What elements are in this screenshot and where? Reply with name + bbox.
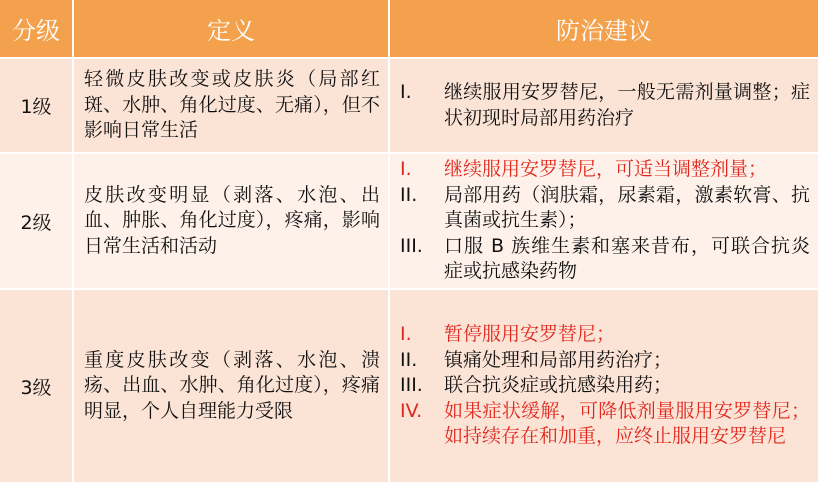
header-definition: 定义	[74, 0, 388, 57]
advice-number: IV.	[400, 399, 423, 422]
advice-text: 口服 B 族维生素和塞来昔布，可联合抗炎症或抗感染药物	[444, 234, 810, 283]
advice-number: I.	[400, 158, 412, 181]
advice-number: III.	[400, 374, 423, 397]
advice-number: I.	[400, 81, 412, 103]
advice-text: 暂停服用安罗替尼；	[444, 323, 616, 346]
row-1-advice	[390, 59, 818, 152]
row-3-grade: 3级	[0, 290, 72, 482]
advice-list	[400, 157, 810, 285]
advice-text: 联合抗炎症或抗感染用药；	[444, 374, 673, 397]
advice-number: III.	[400, 234, 423, 257]
row-2-definition: 皮肤改变明显（剥落、水泡、出血、肿胀、角化过度），疼痛，影响日常生活和活动	[74, 154, 388, 288]
advice-item	[400, 157, 810, 183]
advice-number: I.	[400, 323, 412, 346]
row-2-grade: 2级	[0, 154, 72, 288]
row-1-grade: 1级	[0, 59, 72, 152]
advice-item	[400, 399, 810, 450]
row-3-definition: 重度皮肤改变（剥落、水泡、溃疡、出血、水肿、角化过度），疼痛明显，个人自理能力受限	[74, 290, 388, 482]
advice-text: 如果症状缓解，可降低剂量服用安罗替尼；如持续存在和加重，应终止服用安罗替尼	[444, 399, 810, 448]
advice-text: 镇痛处理和局部用药治疗；	[444, 348, 673, 371]
advice-text: 继续服用安罗替尼，可适当调整剂量；	[444, 158, 768, 181]
advice-list	[400, 322, 810, 450]
header-advice: 防治建议	[390, 0, 818, 57]
row-3-advice	[390, 290, 818, 482]
advice-text: 继续服用安罗替尼，一般无需剂量调整；症状初现时局部用药治疗	[444, 81, 810, 129]
advice-item	[400, 373, 810, 399]
advice-list	[400, 80, 810, 131]
advice-item	[400, 234, 810, 285]
advice-item	[400, 348, 810, 374]
advice-item	[400, 80, 810, 131]
advice-item	[400, 183, 810, 234]
advice-item	[400, 322, 810, 348]
advice-number: II.	[400, 183, 418, 206]
advice-number: II.	[400, 348, 418, 371]
advice-text: 局部用药（润肤霜，尿素霜，激素软膏、抗真菌或抗生素）；	[444, 183, 810, 232]
row-1-definition: 轻微皮肤改变或皮肤炎（局部红斑、水肿、角化过度、无痛），但不影响日常生活	[74, 59, 388, 152]
row-2-advice	[390, 154, 818, 288]
header-grade: 分级	[0, 0, 72, 57]
